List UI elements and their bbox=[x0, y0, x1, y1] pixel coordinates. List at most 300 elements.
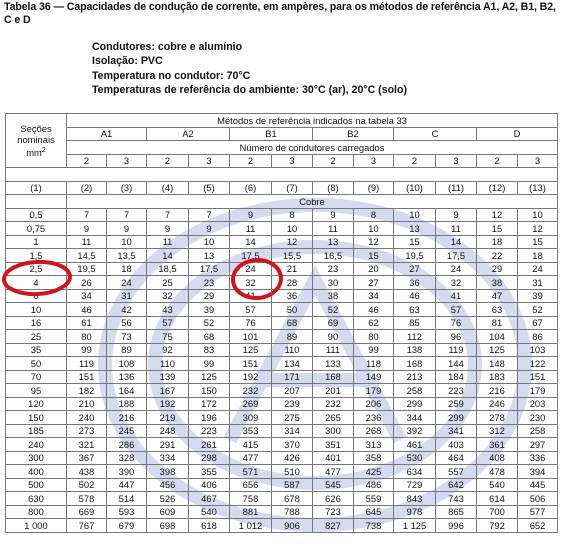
ampacity-cell: 355 bbox=[189, 465, 230, 479]
ampacity-cell: 259 bbox=[436, 397, 477, 411]
ampacity-cell: 392 bbox=[394, 424, 436, 438]
section-cell: 185 bbox=[6, 424, 67, 438]
ampacity-cell: 192 bbox=[230, 370, 272, 384]
ampacity-cell: 390 bbox=[107, 465, 147, 479]
ampacity-cell: 46 bbox=[67, 303, 107, 317]
ampacity-cell: 10 bbox=[518, 208, 558, 222]
methods-header: Métodos de referência indicados na tabela 33 bbox=[67, 114, 558, 128]
table-row bbox=[6, 343, 558, 357]
section-cell: 400 bbox=[6, 465, 67, 479]
ampacity-cell: 843 bbox=[394, 492, 436, 506]
ampacity-cell: 634 bbox=[394, 465, 436, 479]
column-number-cell: (10) bbox=[394, 181, 436, 195]
ampacity-cell: 213 bbox=[394, 370, 436, 384]
ampacity-cell: 10 bbox=[107, 235, 147, 249]
section-cell: 150 bbox=[6, 411, 67, 425]
ampacity-cell: 112 bbox=[394, 330, 436, 344]
ampacity-cell: 28 bbox=[272, 276, 313, 290]
ampacity-cell: 151 bbox=[230, 357, 272, 371]
ampacity-cell: 275 bbox=[272, 411, 313, 425]
ampacity-cell: 729 bbox=[394, 478, 436, 492]
column-number-cell: (12) bbox=[477, 181, 518, 195]
ampacity-cell: 223 bbox=[189, 424, 230, 438]
material-label: Cobre bbox=[67, 195, 558, 209]
ampacity-cell: 23 bbox=[189, 276, 230, 290]
ampacity-cell: 42 bbox=[107, 303, 147, 317]
ampacity-cell: 62 bbox=[354, 316, 394, 330]
ampacity-cell: 24 bbox=[230, 262, 272, 276]
table-row bbox=[6, 249, 558, 263]
ampacity-cell: 9 bbox=[107, 222, 147, 236]
section-cell: 4 bbox=[6, 276, 67, 290]
ampacity-cell: 13 bbox=[189, 249, 230, 263]
methods-row bbox=[6, 127, 558, 141]
ampacity-cell: 269 bbox=[230, 397, 272, 411]
methods-header-row bbox=[6, 114, 558, 128]
ampacity-cell: 361 bbox=[477, 438, 518, 452]
section-cell: 0,5 bbox=[6, 208, 67, 222]
ampacity-cell: 56 bbox=[107, 316, 147, 330]
ampacity-cell: 30 bbox=[313, 276, 354, 290]
ampacity-cell: 219 bbox=[147, 411, 189, 425]
ampacity-cell: 678 bbox=[272, 492, 313, 506]
ampacity-cell: 571 bbox=[230, 465, 272, 479]
ampacity-cell: 144 bbox=[436, 357, 477, 371]
ampacity-cell: 232 bbox=[313, 397, 354, 411]
ampacity-cell: 119 bbox=[436, 343, 477, 357]
table-row bbox=[6, 330, 558, 344]
section-cell: 0,75 bbox=[6, 222, 67, 236]
ampacity-cell: 526 bbox=[147, 492, 189, 506]
ampacity-cell: 530 bbox=[394, 451, 436, 465]
ampacity-cell: 477 bbox=[230, 451, 272, 465]
method-b2: B2 bbox=[313, 127, 394, 141]
ampacity-cell: 456 bbox=[147, 478, 189, 492]
ampacity-cell: 447 bbox=[107, 478, 147, 492]
spacer-row bbox=[6, 168, 558, 182]
ampacity-cell: 313 bbox=[354, 438, 394, 452]
ampacity-cell: 10 bbox=[272, 222, 313, 236]
ampacity-cell: 164 bbox=[107, 384, 147, 398]
ampacity-cell: 8 bbox=[354, 208, 394, 222]
ampacity-cell: 27 bbox=[394, 262, 436, 276]
table-title: Tabela 36 — Capacidades de condução de corrente, em ampères, para os métodos de referência A1, A2, B1, B2, C e D bbox=[4, 1, 556, 26]
ampacity-cell: 75 bbox=[147, 330, 189, 344]
ampacity-cell: 232 bbox=[230, 384, 272, 398]
table-row bbox=[6, 262, 558, 276]
column-number-cell: (9) bbox=[354, 181, 394, 195]
ampacity-cell: 68 bbox=[272, 316, 313, 330]
ampacity-cell: 99 bbox=[189, 357, 230, 371]
ampacity-cell: 299 bbox=[394, 397, 436, 411]
ampacity-cell: 34 bbox=[354, 289, 394, 303]
ampacity-cell: 9 bbox=[147, 222, 189, 236]
ampacity-cell: 172 bbox=[189, 397, 230, 411]
ampacity-cell: 7 bbox=[147, 208, 189, 222]
ampacity-cell: 312 bbox=[477, 424, 518, 438]
ampacity-cell: 167 bbox=[147, 384, 189, 398]
ampacity-cell: 996 bbox=[436, 519, 477, 533]
section-cell: 50 bbox=[6, 357, 67, 371]
ampacity-cell: 150 bbox=[189, 384, 230, 398]
ampacity-cell: 394 bbox=[518, 465, 558, 479]
ampacity-cell: 188 bbox=[107, 397, 147, 411]
section-cell: 300 bbox=[6, 451, 67, 465]
ampacity-cell: 108 bbox=[107, 357, 147, 371]
conductor-count-cell: 2 bbox=[394, 154, 436, 168]
ampacity-cell: 1 125 bbox=[394, 519, 436, 533]
table-specs bbox=[92, 40, 407, 98]
ampacity-cell: 353 bbox=[230, 424, 272, 438]
ampacity-cell: 27 bbox=[354, 276, 394, 290]
ampacity-cell: 183 bbox=[477, 370, 518, 384]
ampacity-cell: 18 bbox=[477, 235, 518, 249]
ampacity-cell: 258 bbox=[518, 424, 558, 438]
ampacity-cell: 425 bbox=[354, 465, 394, 479]
section-cell: 70 bbox=[6, 370, 67, 384]
sections-header bbox=[6, 114, 67, 168]
table-row bbox=[6, 316, 558, 330]
column-number-cell: (8) bbox=[313, 181, 354, 195]
ampacity-cell: 723 bbox=[313, 505, 354, 519]
ampacity-cell: 52 bbox=[518, 303, 558, 317]
ampacity-cell: 46 bbox=[354, 303, 394, 317]
ampacity-cell: 83 bbox=[189, 343, 230, 357]
ampacity-cell: 15 bbox=[477, 222, 518, 236]
ampacity-cell: 23 bbox=[313, 262, 354, 276]
table-row bbox=[6, 222, 558, 236]
ampacity-cell: 9 bbox=[436, 208, 477, 222]
ampacity-cell: 38 bbox=[313, 289, 354, 303]
ampacity-cell: 328 bbox=[107, 451, 147, 465]
ampacity-cell: 16,5 bbox=[313, 249, 354, 263]
ampacity-cell: 103 bbox=[518, 343, 558, 357]
conductor-count-cell: 3 bbox=[189, 154, 230, 168]
ampacity-cell: 559 bbox=[354, 492, 394, 506]
ampacity-cell: 63 bbox=[477, 303, 518, 317]
table-row bbox=[6, 465, 558, 479]
ampacity-cell: 265 bbox=[313, 411, 354, 425]
ampacity-cell: 216 bbox=[477, 384, 518, 398]
section-cell: 95 bbox=[6, 384, 67, 398]
ampacity-cell: 309 bbox=[230, 411, 272, 425]
column-number-cell: (5) bbox=[189, 181, 230, 195]
ampacity-cell: 514 bbox=[107, 492, 147, 506]
ampacity-cell: 148 bbox=[477, 357, 518, 371]
ampacity-cell: 11 bbox=[147, 235, 189, 249]
ampacity-cell: 11 bbox=[67, 235, 107, 249]
ampacity-cell: 32 bbox=[436, 276, 477, 290]
ampacity-cell: 29 bbox=[477, 262, 518, 276]
ampacity-cell: 76 bbox=[230, 316, 272, 330]
ampacity-cell: 445 bbox=[518, 478, 558, 492]
ampacity-cell: 90 bbox=[313, 330, 354, 344]
ampacity-cell: 21 bbox=[272, 262, 313, 276]
ampacity-cell: 17,5 bbox=[436, 249, 477, 263]
ampacity-cell: 50 bbox=[272, 303, 313, 317]
spec-conductors: Condutores: cobre e alumínio bbox=[92, 41, 243, 53]
column-number-cell: (4) bbox=[147, 181, 189, 195]
ampacity-cell: 758 bbox=[230, 492, 272, 506]
ampacity-cell: 14 bbox=[230, 235, 272, 249]
ampacity-cell: 679 bbox=[107, 519, 147, 533]
ampacity-cell: 203 bbox=[518, 397, 558, 411]
ampacity-cell: 101 bbox=[230, 330, 272, 344]
conductor-count-cell: 2 bbox=[67, 154, 107, 168]
ampacity-cell: 656 bbox=[230, 478, 272, 492]
ampacity-cell: 358 bbox=[354, 451, 394, 465]
ampacity-cell: 464 bbox=[436, 451, 477, 465]
ampacity-cell: 10 bbox=[354, 222, 394, 236]
section-cell: 1 000 bbox=[6, 519, 67, 533]
ampacity-cell: 14 bbox=[436, 235, 477, 249]
ampacity-cell: 223 bbox=[436, 384, 477, 398]
ampacity-cell: 24 bbox=[107, 276, 147, 290]
ampacity-cell: 827 bbox=[313, 519, 354, 533]
ampacity-cell: 63 bbox=[394, 303, 436, 317]
ampacity-cell: 642 bbox=[436, 478, 477, 492]
table-row bbox=[6, 451, 558, 465]
ampacity-cell: 321 bbox=[67, 438, 107, 452]
ampacity-cell: 248 bbox=[147, 424, 189, 438]
ampacity-cell: 18 bbox=[107, 262, 147, 276]
ampacity-cell: 13,5 bbox=[107, 249, 147, 263]
ampacity-cell: 80 bbox=[67, 330, 107, 344]
section-cell: 630 bbox=[6, 492, 67, 506]
ampacity-cell: 258 bbox=[394, 384, 436, 398]
ampacity-cell: 273 bbox=[67, 424, 107, 438]
ampacity-cell: 299 bbox=[436, 411, 477, 425]
section-cell: 35 bbox=[6, 343, 67, 357]
ampacity-cell: 557 bbox=[436, 465, 477, 479]
section-cell: 120 bbox=[6, 397, 67, 411]
conductor-count-cell: 3 bbox=[436, 154, 477, 168]
ampacity-cell: 239 bbox=[272, 397, 313, 411]
ampacity-cell: 978 bbox=[394, 505, 436, 519]
spec-ambient-temperature: Temperaturas de referência do ambiente: 30°C (ar), 20°C (solo) bbox=[92, 84, 407, 97]
ampacity-cell: 13 bbox=[313, 235, 354, 249]
ampacity-cell: 24 bbox=[436, 262, 477, 276]
ampacity-cell: 36 bbox=[394, 276, 436, 290]
ampacity-cell: 11 bbox=[230, 222, 272, 236]
ampacity-cell: 341 bbox=[436, 424, 477, 438]
ampacity-cell: 81 bbox=[477, 316, 518, 330]
ampacity-cell: 467 bbox=[189, 492, 230, 506]
ampacity-cell: 89 bbox=[107, 343, 147, 357]
ampacity-cell: 151 bbox=[67, 370, 107, 384]
ampacity-cell: 192 bbox=[147, 397, 189, 411]
ampacity-cell: 698 bbox=[147, 519, 189, 533]
ampacity-cell: 426 bbox=[272, 451, 313, 465]
ampacity-cell: 12 bbox=[477, 208, 518, 222]
ampacity-cell: 104 bbox=[477, 330, 518, 344]
sections-header-unit: mm bbox=[26, 147, 42, 159]
ampacity-cell: 261 bbox=[189, 438, 230, 452]
ampacity-cell: 31 bbox=[107, 289, 147, 303]
ampacity-cell: 593 bbox=[107, 505, 147, 519]
ampacity-cell: 47 bbox=[477, 289, 518, 303]
method-a1: A1 bbox=[67, 127, 147, 141]
column-number-cell: (6) bbox=[230, 181, 272, 195]
conductor-count-cell: 3 bbox=[354, 154, 394, 168]
ampacity-cell: 12 bbox=[272, 235, 313, 249]
ampacity-cell: 236 bbox=[354, 411, 394, 425]
sections-header-line: Seções bbox=[20, 122, 52, 134]
ampacity-cell: 89 bbox=[272, 330, 313, 344]
ampacity-cell: 168 bbox=[313, 370, 354, 384]
conductor-count-cell: 2 bbox=[230, 154, 272, 168]
ampacity-cell: 1 012 bbox=[230, 519, 272, 533]
ampacity-cell: 52 bbox=[313, 303, 354, 317]
ampacity-cell: 9 bbox=[189, 222, 230, 236]
ampacity-cell: 614 bbox=[477, 492, 518, 506]
column-number-cell: (3) bbox=[107, 181, 147, 195]
ampacity-cell: 182 bbox=[67, 384, 107, 398]
ampacity-cell: 9 bbox=[313, 208, 354, 222]
ampacity-cell: 179 bbox=[518, 384, 558, 398]
ampacity-cell: 609 bbox=[147, 505, 189, 519]
table-row bbox=[6, 370, 558, 384]
ampacity-cell: 73 bbox=[107, 330, 147, 344]
ampacity-cell: 76 bbox=[436, 316, 477, 330]
ampacity-cell: 618 bbox=[189, 519, 230, 533]
ampacity-cell: 111 bbox=[313, 343, 354, 357]
ampacity-cell: 510 bbox=[272, 465, 313, 479]
ampacity-cell: 41 bbox=[230, 289, 272, 303]
table-row bbox=[6, 276, 558, 290]
ampacity-cell: 17,5 bbox=[189, 262, 230, 276]
ampacity-cell: 14,5 bbox=[67, 249, 107, 263]
ampacity-cell: 69 bbox=[313, 316, 354, 330]
ampacity-cell: 743 bbox=[436, 492, 477, 506]
table-row bbox=[6, 235, 558, 249]
material-row bbox=[6, 195, 558, 209]
ampacity-cell: 68 bbox=[189, 330, 230, 344]
column-number-cell: (1) bbox=[6, 181, 67, 195]
section-cell: 500 bbox=[6, 478, 67, 492]
ampacity-cell: 168 bbox=[394, 357, 436, 371]
ampacity-cell: 196 bbox=[189, 411, 230, 425]
conductor-counts-row bbox=[6, 154, 558, 168]
ampacity-cell: 502 bbox=[67, 478, 107, 492]
ampacity-cell: 41 bbox=[436, 289, 477, 303]
ampacity-cell: 300 bbox=[313, 424, 354, 438]
ampacity-cell: 652 bbox=[518, 519, 558, 533]
ampacity-cell: 24 bbox=[518, 262, 558, 276]
conductor-count-cell: 3 bbox=[272, 154, 313, 168]
ampacity-cell: 13 bbox=[394, 222, 436, 236]
ampacity-cell: 99 bbox=[67, 343, 107, 357]
conductors-header-row bbox=[6, 141, 558, 155]
section-cell: 2,5 bbox=[6, 262, 67, 276]
conductor-count-cell: 2 bbox=[477, 154, 518, 168]
ampacity-cell: 351 bbox=[313, 438, 354, 452]
ampacity-cell: 138 bbox=[394, 343, 436, 357]
method-b1: B1 bbox=[230, 127, 313, 141]
ampacity-cell: 15 bbox=[394, 235, 436, 249]
ampacity-cell: 67 bbox=[518, 316, 558, 330]
table-row bbox=[6, 492, 558, 506]
ampacity-cell: 201 bbox=[313, 384, 354, 398]
ampacity-cell: 22 bbox=[477, 249, 518, 263]
ampacity-cell: 367 bbox=[67, 451, 107, 465]
section-cell: 1,5 bbox=[6, 249, 67, 263]
ampacity-cell: 18,5 bbox=[147, 262, 189, 276]
ampacity-cell: 125 bbox=[230, 343, 272, 357]
ampacity-cell: 792 bbox=[477, 519, 518, 533]
ampacity-cell: 210 bbox=[67, 397, 107, 411]
ampacity-cell: 36 bbox=[272, 289, 313, 303]
ampacity-cell: 17,5 bbox=[230, 249, 272, 263]
ampacity-cell: 291 bbox=[147, 438, 189, 452]
ampacity-cell: 46 bbox=[394, 289, 436, 303]
table-row bbox=[6, 411, 558, 425]
ampacity-cell: 139 bbox=[147, 370, 189, 384]
ampacity-cell: 334 bbox=[147, 451, 189, 465]
ampacity-cell: 286 bbox=[107, 438, 147, 452]
spec-conductor-temperature: Temperatura no condutor: 70°C bbox=[92, 69, 251, 82]
ampacity-cell: 461 bbox=[394, 438, 436, 452]
ampacity-cell: 7 bbox=[189, 208, 230, 222]
ampacity-cell: 370 bbox=[272, 438, 313, 452]
ampacity-cell: 134 bbox=[272, 357, 313, 371]
ampacity-cell: 12 bbox=[518, 222, 558, 236]
ampacity-cell: 669 bbox=[67, 505, 107, 519]
ampacity-cell: 403 bbox=[436, 438, 477, 452]
ampacity-cell: 408 bbox=[477, 451, 518, 465]
ampacity-cell: 86 bbox=[518, 330, 558, 344]
ampacity-cell: 406 bbox=[189, 478, 230, 492]
conductor-count-cell: 3 bbox=[107, 154, 147, 168]
table-row bbox=[6, 505, 558, 519]
material-blank-cell bbox=[6, 195, 67, 209]
ampacity-cell: 8 bbox=[272, 208, 313, 222]
ampacity-cell: 119 bbox=[67, 357, 107, 371]
ampacity-cell: 398 bbox=[147, 465, 189, 479]
section-cell: 6 bbox=[6, 289, 67, 303]
ampacity-cell: 80 bbox=[354, 330, 394, 344]
ampacity-cell: 57 bbox=[436, 303, 477, 317]
ampacity-cell: 29 bbox=[189, 289, 230, 303]
ampacity-cell: 151 bbox=[518, 370, 558, 384]
sections-header-line: nominais bbox=[17, 133, 55, 145]
section-cell: 25 bbox=[6, 330, 67, 344]
ampacity-cell: 133 bbox=[313, 357, 354, 371]
column-number-cell: (2) bbox=[67, 181, 107, 195]
method-c: C bbox=[394, 127, 477, 141]
ampacity-cell: 179 bbox=[354, 384, 394, 398]
ampacity-cell: 246 bbox=[477, 397, 518, 411]
spacer-cell bbox=[6, 168, 558, 182]
ampacity-cell: 149 bbox=[354, 370, 394, 384]
ampacity-cell: 43 bbox=[147, 303, 189, 317]
column-number-cell: (7) bbox=[272, 181, 313, 195]
ampacity-cell: 344 bbox=[394, 411, 436, 425]
table-row bbox=[6, 438, 558, 452]
ampacity-cell: 122 bbox=[518, 357, 558, 371]
spec-insulation: Isolação: PVC bbox=[92, 55, 163, 68]
ampacity-cell: 626 bbox=[313, 492, 354, 506]
ampacity-cell: 9 bbox=[67, 222, 107, 236]
ampacity-cell: 578 bbox=[67, 492, 107, 506]
ampacity-cell: 767 bbox=[67, 519, 107, 533]
ampacity-cell: 700 bbox=[477, 505, 518, 519]
method-a2: A2 bbox=[147, 127, 230, 141]
ampacity-cell: 96 bbox=[436, 330, 477, 344]
ampacity-cell: 401 bbox=[313, 451, 354, 465]
ampacity-cell: 7 bbox=[107, 208, 147, 222]
ampacity-cell: 738 bbox=[354, 519, 394, 533]
